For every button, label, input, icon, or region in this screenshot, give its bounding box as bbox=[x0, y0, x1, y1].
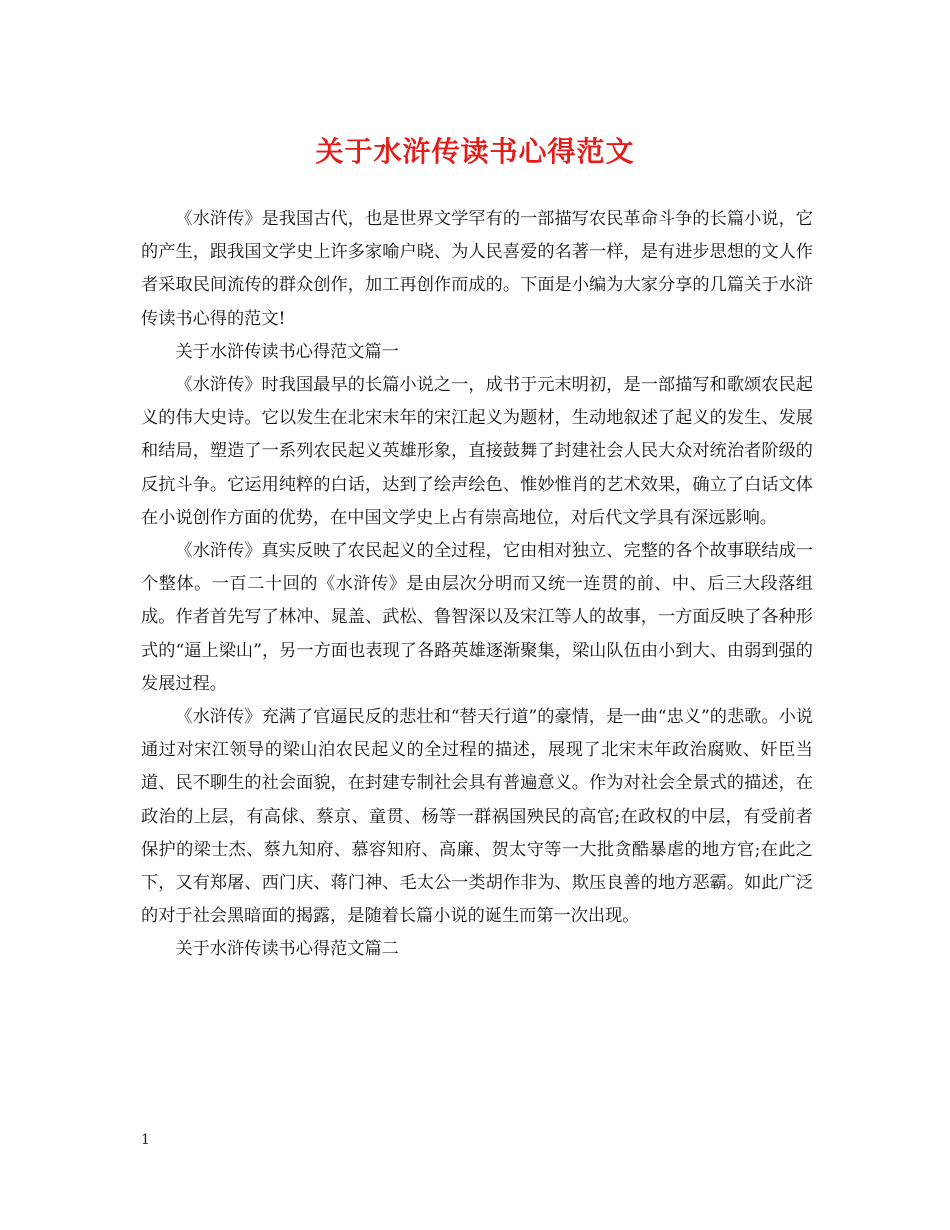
body-paragraph: 《水浒传》时我国最早的长篇小说之一，成书于元末明初，是一部描写和歌颂农民起义的伟大史诗。它以发生在北宋末年的宋江起义为题材，生动地叙述了起义的发生、发展和结局，塑造了一系列农民起义英雄形象，直接鼓舞了封建社会人民大众对统治者阶级的反抗斗争。它运用纯粹的白话，达到了绘声绘色、惟妙惟肖的艺术效果，确立了白话文体在小说创作方面的优势，在中国文学史上占有崇高地位，对后代文学具有深远影响。 bbox=[141, 375, 813, 528]
document-body bbox=[141, 203, 813, 967]
section-heading-1: 关于水浒传读书心得范文篇一 bbox=[175, 341, 399, 362]
section-heading-2: 关于水浒传读书心得范文篇二 bbox=[175, 939, 399, 960]
intro-paragraph: 《水浒传》是我国古代，也是世界文学罕有的一部描写农民革命斗争的长篇小说，它的产生，跟我国文学史上许多家喻户晓、为人民喜爱的名著一样，是有进步思想的文人作者采取民间流传的群众创作，加工再创作而成的。下面是小编为大家分享的几篇关于水浒传读书心得的范文! bbox=[141, 209, 813, 329]
body-paragraph: 《水浒传》真实反映了农民起义的全过程，它由相对独立、完整的各个故事联结成一个整体。一百二十回的《水浒传》是由层次分明而又统一连贯的前、中、后三大段落组成。作者首先写了林冲、晁盖、武松、鲁智深以及宋江等人的故事，一方面反映了各种形式的“逼上梁山”，另一方面也表现了各路英雄逐渐聚集，梁山队伍由小到大、由弱到强的发展过程。 bbox=[141, 541, 813, 694]
page-number: 1 bbox=[141, 1132, 150, 1148]
body-paragraph: 《水浒传》充满了官逼民反的悲壮和“替天行道”的豪情，是一曲“忠义”的悲歌。小说通过对宋江领导的梁山泊农民起义的全过程的描述，展现了北宋末年政治腐败、奸臣当道、民不聊生的社会面貌，在封建专制社会具有普遍意义。作为对社会全景式的描述，在政治的上层，有高俅、蔡京、童贯、杨等一群祸国殃民的高官;在政权的中层，有受前者保护的梁士杰、蔡九知府、慕容知府、高廉、贺太守等一大批贪酷暴虐的地方官;在此之下，又有郑屠、西门庆、蒋门神、毛太公一类胡作非为、欺压良善的地方恶霸。如此广泛的对于社会黑暗面的揭露，是随着长篇小说的诞生而第一次出现。 bbox=[141, 707, 813, 927]
document-title: 关于水浒传读书心得范文 bbox=[315, 135, 635, 168]
